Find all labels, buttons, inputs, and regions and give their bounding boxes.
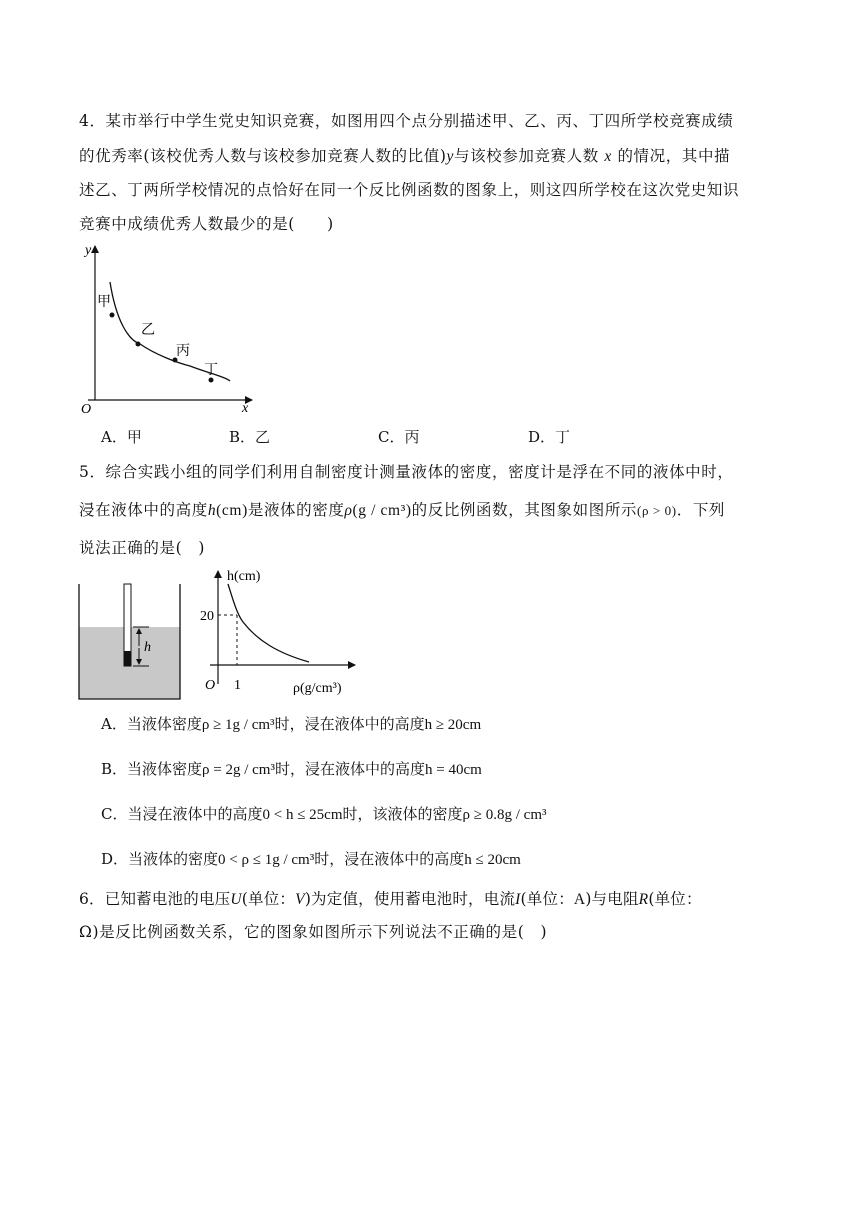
q4-point-jia bbox=[110, 313, 115, 318]
q4-label-ding: 丁 bbox=[204, 363, 218, 378]
q6-line-1c: )为定值，使用蓄电池时，电流 bbox=[304, 890, 516, 908]
q4-point-yi bbox=[136, 342, 141, 347]
q4-var-x: x bbox=[604, 148, 612, 165]
q4-line-3: 述乙、丁两所学校情况的点恰好在同一个反比例函数的图象上，则这四所学校在这次党史知识 bbox=[79, 181, 740, 199]
q5-option-b-math: ρ = 2g / cm³ bbox=[202, 762, 275, 778]
q4-var-y: y bbox=[446, 148, 454, 165]
h-label: h bbox=[144, 640, 151, 655]
q5-line-2d: ．下列 bbox=[676, 501, 726, 519]
q5-option-b bbox=[101, 759, 482, 780]
q5-unit-rho: (g / cm³) bbox=[352, 502, 412, 519]
q5-option-a-math: ρ ≥ 1g / cm³ bbox=[201, 717, 275, 733]
q5-var-rho: ρ bbox=[344, 502, 353, 519]
q5-option-d-text2: 时，浸在液体中的高度 bbox=[314, 850, 465, 868]
q6-var-i: I bbox=[515, 891, 521, 908]
q4-line-2a: 的优秀率(该校优秀人数与该校参加竞赛人数的比值) bbox=[79, 147, 447, 165]
q5-option-a bbox=[101, 714, 481, 735]
q4-label-jia: 甲 bbox=[97, 295, 111, 310]
q5-option-c-math: 0 < h ≤ 25cm bbox=[262, 807, 343, 823]
q6-line-1e: )与电阻 bbox=[585, 890, 639, 908]
q5-unit-h: (cm) bbox=[216, 502, 248, 519]
q4-option-d: D．丁 bbox=[528, 428, 571, 446]
q4-axis-x-label: x bbox=[242, 401, 249, 416]
q4-option-c: C．丙 bbox=[378, 428, 420, 446]
q6-var-u: U bbox=[230, 891, 242, 908]
q4-label-yi: 乙 bbox=[141, 323, 155, 338]
q5-axis-x-label: ρ(g/cm³) bbox=[293, 681, 342, 696]
q5-option-a-text2: 时，浸在液体中的高度 bbox=[274, 715, 425, 733]
hydrometer-weight bbox=[124, 651, 131, 666]
q4-graph bbox=[78, 240, 263, 418]
q5-tick-20: 20 bbox=[200, 609, 214, 624]
q5-line-2 bbox=[79, 500, 725, 521]
q5-option-b-math2: h = 40cm bbox=[424, 762, 482, 778]
q5-tick-1: 1 bbox=[234, 678, 241, 693]
q4-line-2b: 与该校参加竞赛人数 bbox=[453, 147, 599, 165]
q4-axis-y-label: y bbox=[85, 243, 92, 258]
q4-line-2 bbox=[79, 146, 730, 167]
q5-line-3: 说法正确的是( ) bbox=[79, 539, 205, 557]
q5-option-c-math2: ρ ≥ 0.8g / cm³ bbox=[462, 807, 547, 823]
q5-option-d-math2: h ≤ 20cm bbox=[464, 852, 521, 868]
q5-line-2b: 是液体的密度 bbox=[247, 501, 345, 519]
q5-option-c-text2: 时，该液体的密度 bbox=[342, 805, 463, 823]
q6-line-1 bbox=[79, 889, 702, 910]
q5-condition: (ρ > 0) bbox=[637, 503, 677, 518]
q6-line-2: Ω)是反比例函数关系，它的图象如图所示下列说法不正确的是( ) bbox=[79, 923, 548, 941]
q5-var-h: h bbox=[207, 502, 217, 519]
q5-option-b-text: B．当液体密度 bbox=[101, 760, 203, 778]
q4-option-b: B．乙 bbox=[229, 428, 271, 446]
q5-option-c bbox=[101, 804, 547, 825]
q6-line-1f: (单位： bbox=[648, 890, 702, 908]
q4-option-a: A．甲 bbox=[101, 428, 142, 446]
q5-option-d-math: 0 < ρ ≤ 1g / cm³ bbox=[218, 852, 315, 868]
q5-line-2c: 的反比例函数，其图象如图所示 bbox=[411, 501, 638, 519]
q6-var-r: R bbox=[638, 891, 649, 908]
q5-line-1: 5．综合实践小组的同学们利用自制密度计测量液体的密度，密度计是浮在不同的液体中时， bbox=[79, 463, 734, 481]
q5-origin-label: O bbox=[205, 678, 216, 693]
q5-option-c-text: C．当浸在液体中的高度 bbox=[101, 805, 263, 823]
q5-axis-y-label: h(cm) bbox=[227, 569, 261, 584]
q5-option-a-text: A．当液体密度 bbox=[101, 715, 202, 733]
q4-label-bing: 丙 bbox=[176, 344, 190, 359]
q4-point-ding bbox=[209, 378, 214, 383]
q6-line-1a: 6．已知蓄电池的电压 bbox=[79, 890, 231, 908]
q6-line-1d: (单位： bbox=[520, 890, 574, 908]
q5-option-a-math2: h ≥ 20cm bbox=[424, 717, 482, 733]
q5-option-d bbox=[101, 849, 521, 870]
q5-diagram bbox=[77, 568, 367, 704]
q6-var-v: V bbox=[295, 891, 305, 908]
q4-origin-label: O bbox=[81, 402, 92, 417]
q5-option-b-text2: 时，浸在液体中的高度 bbox=[274, 760, 425, 778]
q4-line-2c: 的情况，其中描 bbox=[617, 147, 731, 165]
q5-line-2a: 浸在液体中的高度 bbox=[79, 501, 208, 519]
q5-curve bbox=[228, 584, 309, 662]
q6-line-1b: (单位： bbox=[241, 890, 296, 908]
q4-line-4: 竞赛中成绩优秀人数最少的是( ) bbox=[79, 215, 334, 233]
q4-line-1: 4．某市举行中学生党史知识竞赛，如图用四个点分别描述甲、乙、丙、丁四所学校竞赛成绩 bbox=[79, 112, 734, 130]
q5-option-d-text: D．当液体的密度 bbox=[101, 850, 219, 868]
q6-unit-a: A bbox=[573, 891, 586, 908]
